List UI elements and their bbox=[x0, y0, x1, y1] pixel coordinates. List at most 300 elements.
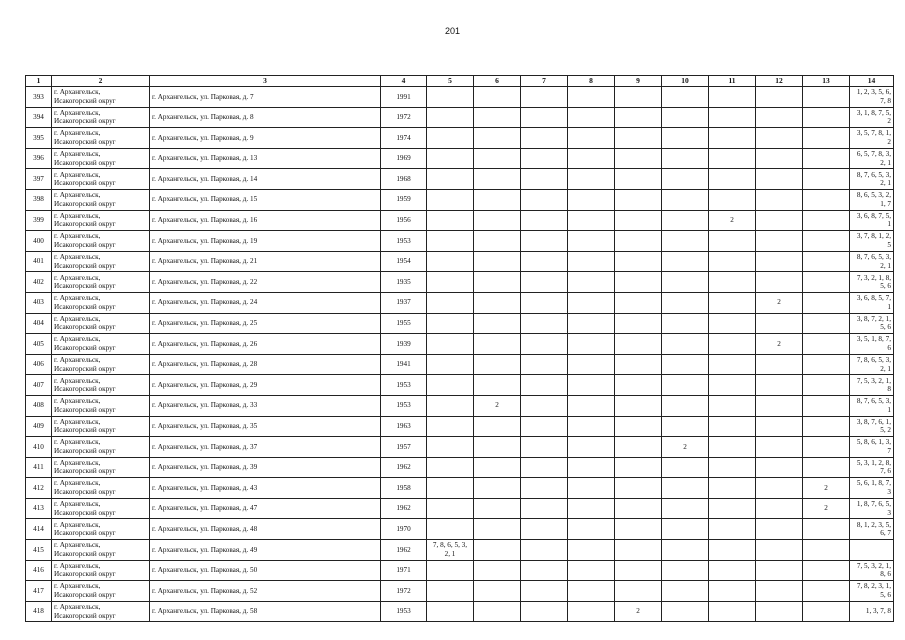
value-cell bbox=[568, 395, 615, 416]
value-cell bbox=[427, 169, 474, 190]
row-number-cell: 395 bbox=[26, 128, 52, 149]
value-cell bbox=[756, 210, 803, 231]
district-cell: г. Архангельск, Исакогорский округ bbox=[52, 210, 150, 231]
value-cell bbox=[474, 334, 521, 355]
row-number-cell: 411 bbox=[26, 457, 52, 478]
year-cell: 1953 bbox=[381, 601, 427, 622]
value-cell bbox=[568, 210, 615, 231]
value-cell bbox=[615, 375, 662, 396]
order-list-cell: 8, 7, 6, 5, 3, 2, 1 bbox=[850, 251, 894, 272]
value-cell bbox=[662, 498, 709, 519]
value-cell bbox=[615, 313, 662, 334]
value-cell bbox=[474, 354, 521, 375]
address-cell: г. Архангельск, ул. Парковая, д. 13 bbox=[150, 148, 381, 169]
district-cell: г. Архангельск, Исакогорский округ bbox=[52, 107, 150, 128]
row-number-cell: 402 bbox=[26, 272, 52, 293]
value-cell bbox=[709, 437, 756, 458]
value-cell bbox=[427, 519, 474, 540]
value-cell bbox=[615, 560, 662, 581]
value-cell bbox=[521, 540, 568, 561]
column-header-5: 5 bbox=[427, 76, 474, 87]
value-cell: 7, 8, 6, 5, 3, 2, 1 bbox=[427, 540, 474, 561]
value-cell bbox=[568, 498, 615, 519]
table-row bbox=[26, 437, 894, 458]
value-cell bbox=[474, 272, 521, 293]
value-cell bbox=[521, 148, 568, 169]
value-cell bbox=[427, 395, 474, 416]
year-cell: 1953 bbox=[381, 395, 427, 416]
row-number-cell: 401 bbox=[26, 251, 52, 272]
column-header-1: 1 bbox=[26, 76, 52, 87]
value-cell bbox=[568, 189, 615, 210]
value-cell bbox=[427, 189, 474, 210]
value-cell bbox=[803, 601, 850, 622]
value-cell bbox=[521, 478, 568, 499]
value-cell bbox=[756, 87, 803, 108]
row-number-cell: 418 bbox=[26, 601, 52, 622]
value-cell bbox=[662, 169, 709, 190]
table-row bbox=[26, 128, 894, 149]
value-cell bbox=[427, 560, 474, 581]
value-cell bbox=[709, 87, 756, 108]
district-cell: г. Архангельск, Исакогорский округ bbox=[52, 457, 150, 478]
value-cell bbox=[662, 519, 709, 540]
value-cell bbox=[521, 375, 568, 396]
row-number-cell: 403 bbox=[26, 292, 52, 313]
address-cell: г. Архангельск, ул. Парковая, д. 16 bbox=[150, 210, 381, 231]
value-cell bbox=[568, 437, 615, 458]
value-cell bbox=[615, 251, 662, 272]
value-cell bbox=[803, 560, 850, 581]
address-cell: г. Архангельск, ул. Парковая, д. 49 bbox=[150, 540, 381, 561]
value-cell bbox=[615, 292, 662, 313]
value-cell bbox=[521, 292, 568, 313]
value-cell: 2 bbox=[709, 210, 756, 231]
year-cell: 1959 bbox=[381, 189, 427, 210]
value-cell bbox=[756, 540, 803, 561]
row-number-cell: 417 bbox=[26, 581, 52, 602]
value-cell: 2 bbox=[803, 478, 850, 499]
value-cell bbox=[521, 231, 568, 252]
year-cell: 1957 bbox=[381, 437, 427, 458]
value-cell bbox=[568, 334, 615, 355]
address-cell: г. Архангельск, ул. Парковая, д. 26 bbox=[150, 334, 381, 355]
row-number-cell: 404 bbox=[26, 313, 52, 334]
value-cell bbox=[662, 334, 709, 355]
district-cell: г. Архангельск, Исакогорский округ bbox=[52, 540, 150, 561]
value-cell bbox=[803, 128, 850, 149]
row-number-cell: 412 bbox=[26, 478, 52, 499]
district-cell: г. Архангельск, Исакогорский округ bbox=[52, 581, 150, 602]
value-cell bbox=[521, 313, 568, 334]
address-cell: г. Архангельск, ул. Парковая, д. 35 bbox=[150, 416, 381, 437]
value-cell bbox=[427, 334, 474, 355]
address-cell: г. Архангельск, ул. Парковая, д. 15 bbox=[150, 189, 381, 210]
value-cell bbox=[756, 169, 803, 190]
year-cell: 1958 bbox=[381, 478, 427, 499]
value-cell bbox=[427, 272, 474, 293]
value-cell bbox=[756, 395, 803, 416]
value-cell bbox=[615, 169, 662, 190]
address-cell: г. Архангельск, ул. Парковая, д. 9 bbox=[150, 128, 381, 149]
row-number-cell: 416 bbox=[26, 560, 52, 581]
value-cell bbox=[427, 581, 474, 602]
value-cell bbox=[568, 581, 615, 602]
value-cell bbox=[803, 210, 850, 231]
year-cell: 1970 bbox=[381, 519, 427, 540]
value-cell bbox=[568, 313, 615, 334]
value-cell bbox=[521, 189, 568, 210]
district-cell: г. Архангельск, Исакогорский округ bbox=[52, 231, 150, 252]
value-cell bbox=[662, 292, 709, 313]
value-cell bbox=[803, 251, 850, 272]
value-cell bbox=[474, 128, 521, 149]
address-cell: г. Архангельск, ул. Парковая, д. 47 bbox=[150, 498, 381, 519]
value-cell bbox=[756, 581, 803, 602]
column-header-4: 4 bbox=[381, 76, 427, 87]
value-cell bbox=[474, 375, 521, 396]
value-cell bbox=[662, 581, 709, 602]
district-cell: г. Архангельск, Исакогорский округ bbox=[52, 375, 150, 396]
order-list-cell: 3, 5, 1, 8, 7, 6 bbox=[850, 334, 894, 355]
order-list-cell: 5, 8, 6, 1, 3, 7 bbox=[850, 437, 894, 458]
value-cell bbox=[803, 189, 850, 210]
order-list-cell: 6, 5, 7, 8, 3, 2, 1 bbox=[850, 148, 894, 169]
year-cell: 1991 bbox=[381, 87, 427, 108]
value-cell bbox=[756, 601, 803, 622]
table-row bbox=[26, 498, 894, 519]
value-cell: 2 bbox=[803, 498, 850, 519]
value-cell bbox=[427, 354, 474, 375]
value-cell bbox=[568, 251, 615, 272]
year-cell: 1971 bbox=[381, 560, 427, 581]
address-cell: г. Архангельск, ул. Парковая, д. 39 bbox=[150, 457, 381, 478]
value-cell bbox=[709, 457, 756, 478]
value-cell bbox=[568, 478, 615, 499]
year-cell: 1972 bbox=[381, 107, 427, 128]
column-header-14: 14 bbox=[850, 76, 894, 87]
address-cell: г. Архангельск, ул. Парковая, д. 22 bbox=[150, 272, 381, 293]
district-cell: г. Архангельск, Исакогорский округ bbox=[52, 478, 150, 499]
value-cell bbox=[615, 519, 662, 540]
address-cell: г. Архангельск, ул. Парковая, д. 33 bbox=[150, 395, 381, 416]
value-cell bbox=[615, 148, 662, 169]
value-cell bbox=[662, 251, 709, 272]
value-cell bbox=[521, 601, 568, 622]
value-cell bbox=[521, 354, 568, 375]
address-cell: г. Архангельск, ул. Парковая, д. 19 bbox=[150, 231, 381, 252]
value-cell bbox=[709, 148, 756, 169]
value-cell bbox=[427, 87, 474, 108]
value-cell bbox=[427, 210, 474, 231]
value-cell bbox=[568, 128, 615, 149]
value-cell bbox=[521, 457, 568, 478]
value-cell bbox=[803, 540, 850, 561]
order-list-cell: 3, 8, 7, 6, 1, 5, 2 bbox=[850, 416, 894, 437]
value-cell bbox=[521, 395, 568, 416]
order-list-cell: 3, 8, 7, 2, 1, 5, 6 bbox=[850, 313, 894, 334]
value-cell bbox=[474, 292, 521, 313]
table-row bbox=[26, 313, 894, 334]
value-cell bbox=[803, 354, 850, 375]
table-row bbox=[26, 560, 894, 581]
value-cell bbox=[427, 128, 474, 149]
district-cell: г. Архангельск, Исакогорский округ bbox=[52, 189, 150, 210]
value-cell bbox=[568, 457, 615, 478]
district-cell: г. Архангельск, Исакогорский округ bbox=[52, 416, 150, 437]
value-cell bbox=[756, 189, 803, 210]
value-cell bbox=[521, 581, 568, 602]
value-cell: 2 bbox=[756, 292, 803, 313]
value-cell bbox=[756, 107, 803, 128]
value-cell bbox=[427, 437, 474, 458]
value-cell bbox=[427, 498, 474, 519]
value-cell bbox=[709, 169, 756, 190]
year-cell: 1953 bbox=[381, 375, 427, 396]
value-cell bbox=[615, 581, 662, 602]
year-cell: 1972 bbox=[381, 581, 427, 602]
value-cell bbox=[756, 478, 803, 499]
housing-registry-table bbox=[25, 75, 894, 622]
value-cell bbox=[568, 540, 615, 561]
value-cell bbox=[474, 87, 521, 108]
value-cell bbox=[427, 148, 474, 169]
value-cell bbox=[803, 457, 850, 478]
year-cell: 1954 bbox=[381, 251, 427, 272]
address-cell: г. Архангельск, ул. Парковая, д. 14 bbox=[150, 169, 381, 190]
address-cell: г. Архангельск, ул. Парковая, д. 50 bbox=[150, 560, 381, 581]
table-row bbox=[26, 519, 894, 540]
value-cell bbox=[709, 334, 756, 355]
order-list-cell: 3, 6, 8, 5, 7, 1 bbox=[850, 292, 894, 313]
row-number-cell: 399 bbox=[26, 210, 52, 231]
value-cell: 2 bbox=[756, 334, 803, 355]
value-cell bbox=[427, 107, 474, 128]
address-cell: г. Архангельск, ул. Парковая, д. 8 bbox=[150, 107, 381, 128]
value-cell bbox=[803, 581, 850, 602]
value-cell bbox=[709, 519, 756, 540]
order-list-cell: 7, 5, 3, 2, 1, 8 bbox=[850, 375, 894, 396]
value-cell bbox=[615, 540, 662, 561]
address-cell: г. Архангельск, ул. Парковая, д. 29 bbox=[150, 375, 381, 396]
district-cell: г. Архангельск, Исакогорский округ bbox=[52, 128, 150, 149]
year-cell: 1935 bbox=[381, 272, 427, 293]
value-cell bbox=[756, 560, 803, 581]
value-cell bbox=[803, 437, 850, 458]
value-cell bbox=[474, 540, 521, 561]
value-cell bbox=[662, 540, 709, 561]
value-cell bbox=[756, 148, 803, 169]
column-header-3: 3 bbox=[150, 76, 381, 87]
value-cell bbox=[803, 395, 850, 416]
column-header-7: 7 bbox=[521, 76, 568, 87]
value-cell bbox=[709, 395, 756, 416]
address-cell: г. Архангельск, ул. Парковая, д. 52 bbox=[150, 581, 381, 602]
header-row bbox=[26, 76, 894, 87]
row-number-cell: 393 bbox=[26, 87, 52, 108]
order-list-cell: 5, 3, 1, 2, 8, 7, 6 bbox=[850, 457, 894, 478]
value-cell bbox=[521, 107, 568, 128]
column-header-2: 2 bbox=[52, 76, 150, 87]
order-list-cell: 1, 8, 7, 6, 5, 3 bbox=[850, 498, 894, 519]
value-cell bbox=[521, 437, 568, 458]
value-cell bbox=[521, 498, 568, 519]
table-row bbox=[26, 457, 894, 478]
row-number-cell: 398 bbox=[26, 189, 52, 210]
value-cell bbox=[662, 210, 709, 231]
value-cell bbox=[662, 313, 709, 334]
value-cell bbox=[756, 251, 803, 272]
value-cell bbox=[662, 601, 709, 622]
value-cell bbox=[709, 581, 756, 602]
value-cell bbox=[756, 375, 803, 396]
value-cell bbox=[615, 457, 662, 478]
value-cell bbox=[803, 272, 850, 293]
district-cell: г. Архангельск, Исакогорский округ bbox=[52, 395, 150, 416]
row-number-cell: 407 bbox=[26, 375, 52, 396]
value-cell bbox=[756, 437, 803, 458]
value-cell bbox=[615, 498, 662, 519]
year-cell: 1962 bbox=[381, 457, 427, 478]
table-row bbox=[26, 416, 894, 437]
value-cell bbox=[615, 87, 662, 108]
table-row bbox=[26, 540, 894, 561]
value-cell bbox=[568, 231, 615, 252]
year-cell: 1956 bbox=[381, 210, 427, 231]
value-cell bbox=[521, 210, 568, 231]
value-cell bbox=[568, 354, 615, 375]
value-cell bbox=[803, 334, 850, 355]
order-list-cell: 3, 1, 8, 7, 5, 2 bbox=[850, 107, 894, 128]
column-header-13: 13 bbox=[803, 76, 850, 87]
value-cell bbox=[615, 354, 662, 375]
value-cell bbox=[521, 560, 568, 581]
value-cell bbox=[662, 107, 709, 128]
table-row bbox=[26, 478, 894, 499]
value-cell bbox=[521, 128, 568, 149]
value-cell bbox=[568, 519, 615, 540]
value-cell bbox=[568, 375, 615, 396]
address-cell: г. Архангельск, ул. Парковая, д. 28 bbox=[150, 354, 381, 375]
value-cell bbox=[803, 107, 850, 128]
table-row bbox=[26, 148, 894, 169]
row-number-cell: 405 bbox=[26, 334, 52, 355]
value-cell bbox=[662, 189, 709, 210]
value-cell bbox=[662, 87, 709, 108]
table-row bbox=[26, 169, 894, 190]
table-row bbox=[26, 231, 894, 252]
district-cell: г. Архангельск, Исакогорский округ bbox=[52, 519, 150, 540]
order-list-cell: 7, 5, 3, 2, 1, 8, 6 bbox=[850, 560, 894, 581]
district-cell: г. Архангельск, Исакогорский округ bbox=[52, 251, 150, 272]
value-cell bbox=[568, 416, 615, 437]
district-cell: г. Архангельск, Исакогорский округ bbox=[52, 292, 150, 313]
value-cell: 2 bbox=[662, 437, 709, 458]
order-list-cell: 3, 7, 8, 1, 2, 5 bbox=[850, 231, 894, 252]
row-number-cell: 414 bbox=[26, 519, 52, 540]
value-cell bbox=[615, 128, 662, 149]
value-cell bbox=[474, 478, 521, 499]
address-cell: г. Архангельск, ул. Парковая, д. 43 bbox=[150, 478, 381, 499]
row-number-cell: 396 bbox=[26, 148, 52, 169]
value-cell bbox=[427, 457, 474, 478]
table-row bbox=[26, 375, 894, 396]
address-cell: г. Архангельск, ул. Парковая, д. 48 bbox=[150, 519, 381, 540]
year-cell: 1955 bbox=[381, 313, 427, 334]
value-cell bbox=[803, 416, 850, 437]
column-header-6: 6 bbox=[474, 76, 521, 87]
value-cell bbox=[803, 169, 850, 190]
column-header-11: 11 bbox=[709, 76, 756, 87]
value-cell bbox=[662, 416, 709, 437]
value-cell: 2 bbox=[615, 601, 662, 622]
order-list-cell: 7, 8, 2, 3, 1, 5, 6 bbox=[850, 581, 894, 602]
value-cell bbox=[615, 210, 662, 231]
value-cell bbox=[521, 416, 568, 437]
value-cell bbox=[568, 601, 615, 622]
value-cell bbox=[427, 251, 474, 272]
value-cell bbox=[427, 292, 474, 313]
district-cell: г. Архангельск, Исакогорский округ bbox=[52, 87, 150, 108]
value-cell bbox=[756, 354, 803, 375]
row-number-cell: 410 bbox=[26, 437, 52, 458]
table-row bbox=[26, 334, 894, 355]
value-cell bbox=[615, 437, 662, 458]
row-number-cell: 400 bbox=[26, 231, 52, 252]
value-cell bbox=[615, 231, 662, 252]
district-cell: г. Архангельск, Исакогорский округ bbox=[52, 313, 150, 334]
value-cell bbox=[615, 107, 662, 128]
address-cell: г. Архангельск, ул. Парковая, д. 24 bbox=[150, 292, 381, 313]
row-number-cell: 409 bbox=[26, 416, 52, 437]
row-number-cell: 397 bbox=[26, 169, 52, 190]
value-cell bbox=[615, 272, 662, 293]
value-cell bbox=[662, 128, 709, 149]
row-number-cell: 415 bbox=[26, 540, 52, 561]
order-list-cell: 3, 5, 7, 8, 1, 2 bbox=[850, 128, 894, 149]
year-cell: 1963 bbox=[381, 416, 427, 437]
table-row bbox=[26, 272, 894, 293]
value-cell bbox=[662, 354, 709, 375]
district-cell: г. Архангельск, Исакогорский округ bbox=[52, 169, 150, 190]
table-row bbox=[26, 581, 894, 602]
year-cell: 1937 bbox=[381, 292, 427, 313]
order-list-cell: 7, 3, 2, 1, 8, 5, 6 bbox=[850, 272, 894, 293]
table-row bbox=[26, 395, 894, 416]
value-cell bbox=[568, 107, 615, 128]
value-cell bbox=[474, 601, 521, 622]
table-row bbox=[26, 292, 894, 313]
order-list-cell bbox=[850, 540, 894, 561]
value-cell bbox=[474, 498, 521, 519]
row-number-cell: 394 bbox=[26, 107, 52, 128]
value-cell bbox=[709, 272, 756, 293]
column-header-9: 9 bbox=[615, 76, 662, 87]
page-number: 201 bbox=[444, 26, 461, 36]
value-cell bbox=[568, 292, 615, 313]
value-cell bbox=[427, 375, 474, 396]
table-body bbox=[26, 87, 894, 622]
value-cell bbox=[709, 292, 756, 313]
year-cell: 1974 bbox=[381, 128, 427, 149]
value-cell bbox=[662, 231, 709, 252]
order-list-cell: 1, 3, 7, 8 bbox=[850, 601, 894, 622]
district-cell: г. Архангельск, Исакогорский округ bbox=[52, 334, 150, 355]
value-cell: 2 bbox=[474, 395, 521, 416]
value-cell bbox=[474, 416, 521, 437]
table-row bbox=[26, 251, 894, 272]
value-cell bbox=[756, 272, 803, 293]
